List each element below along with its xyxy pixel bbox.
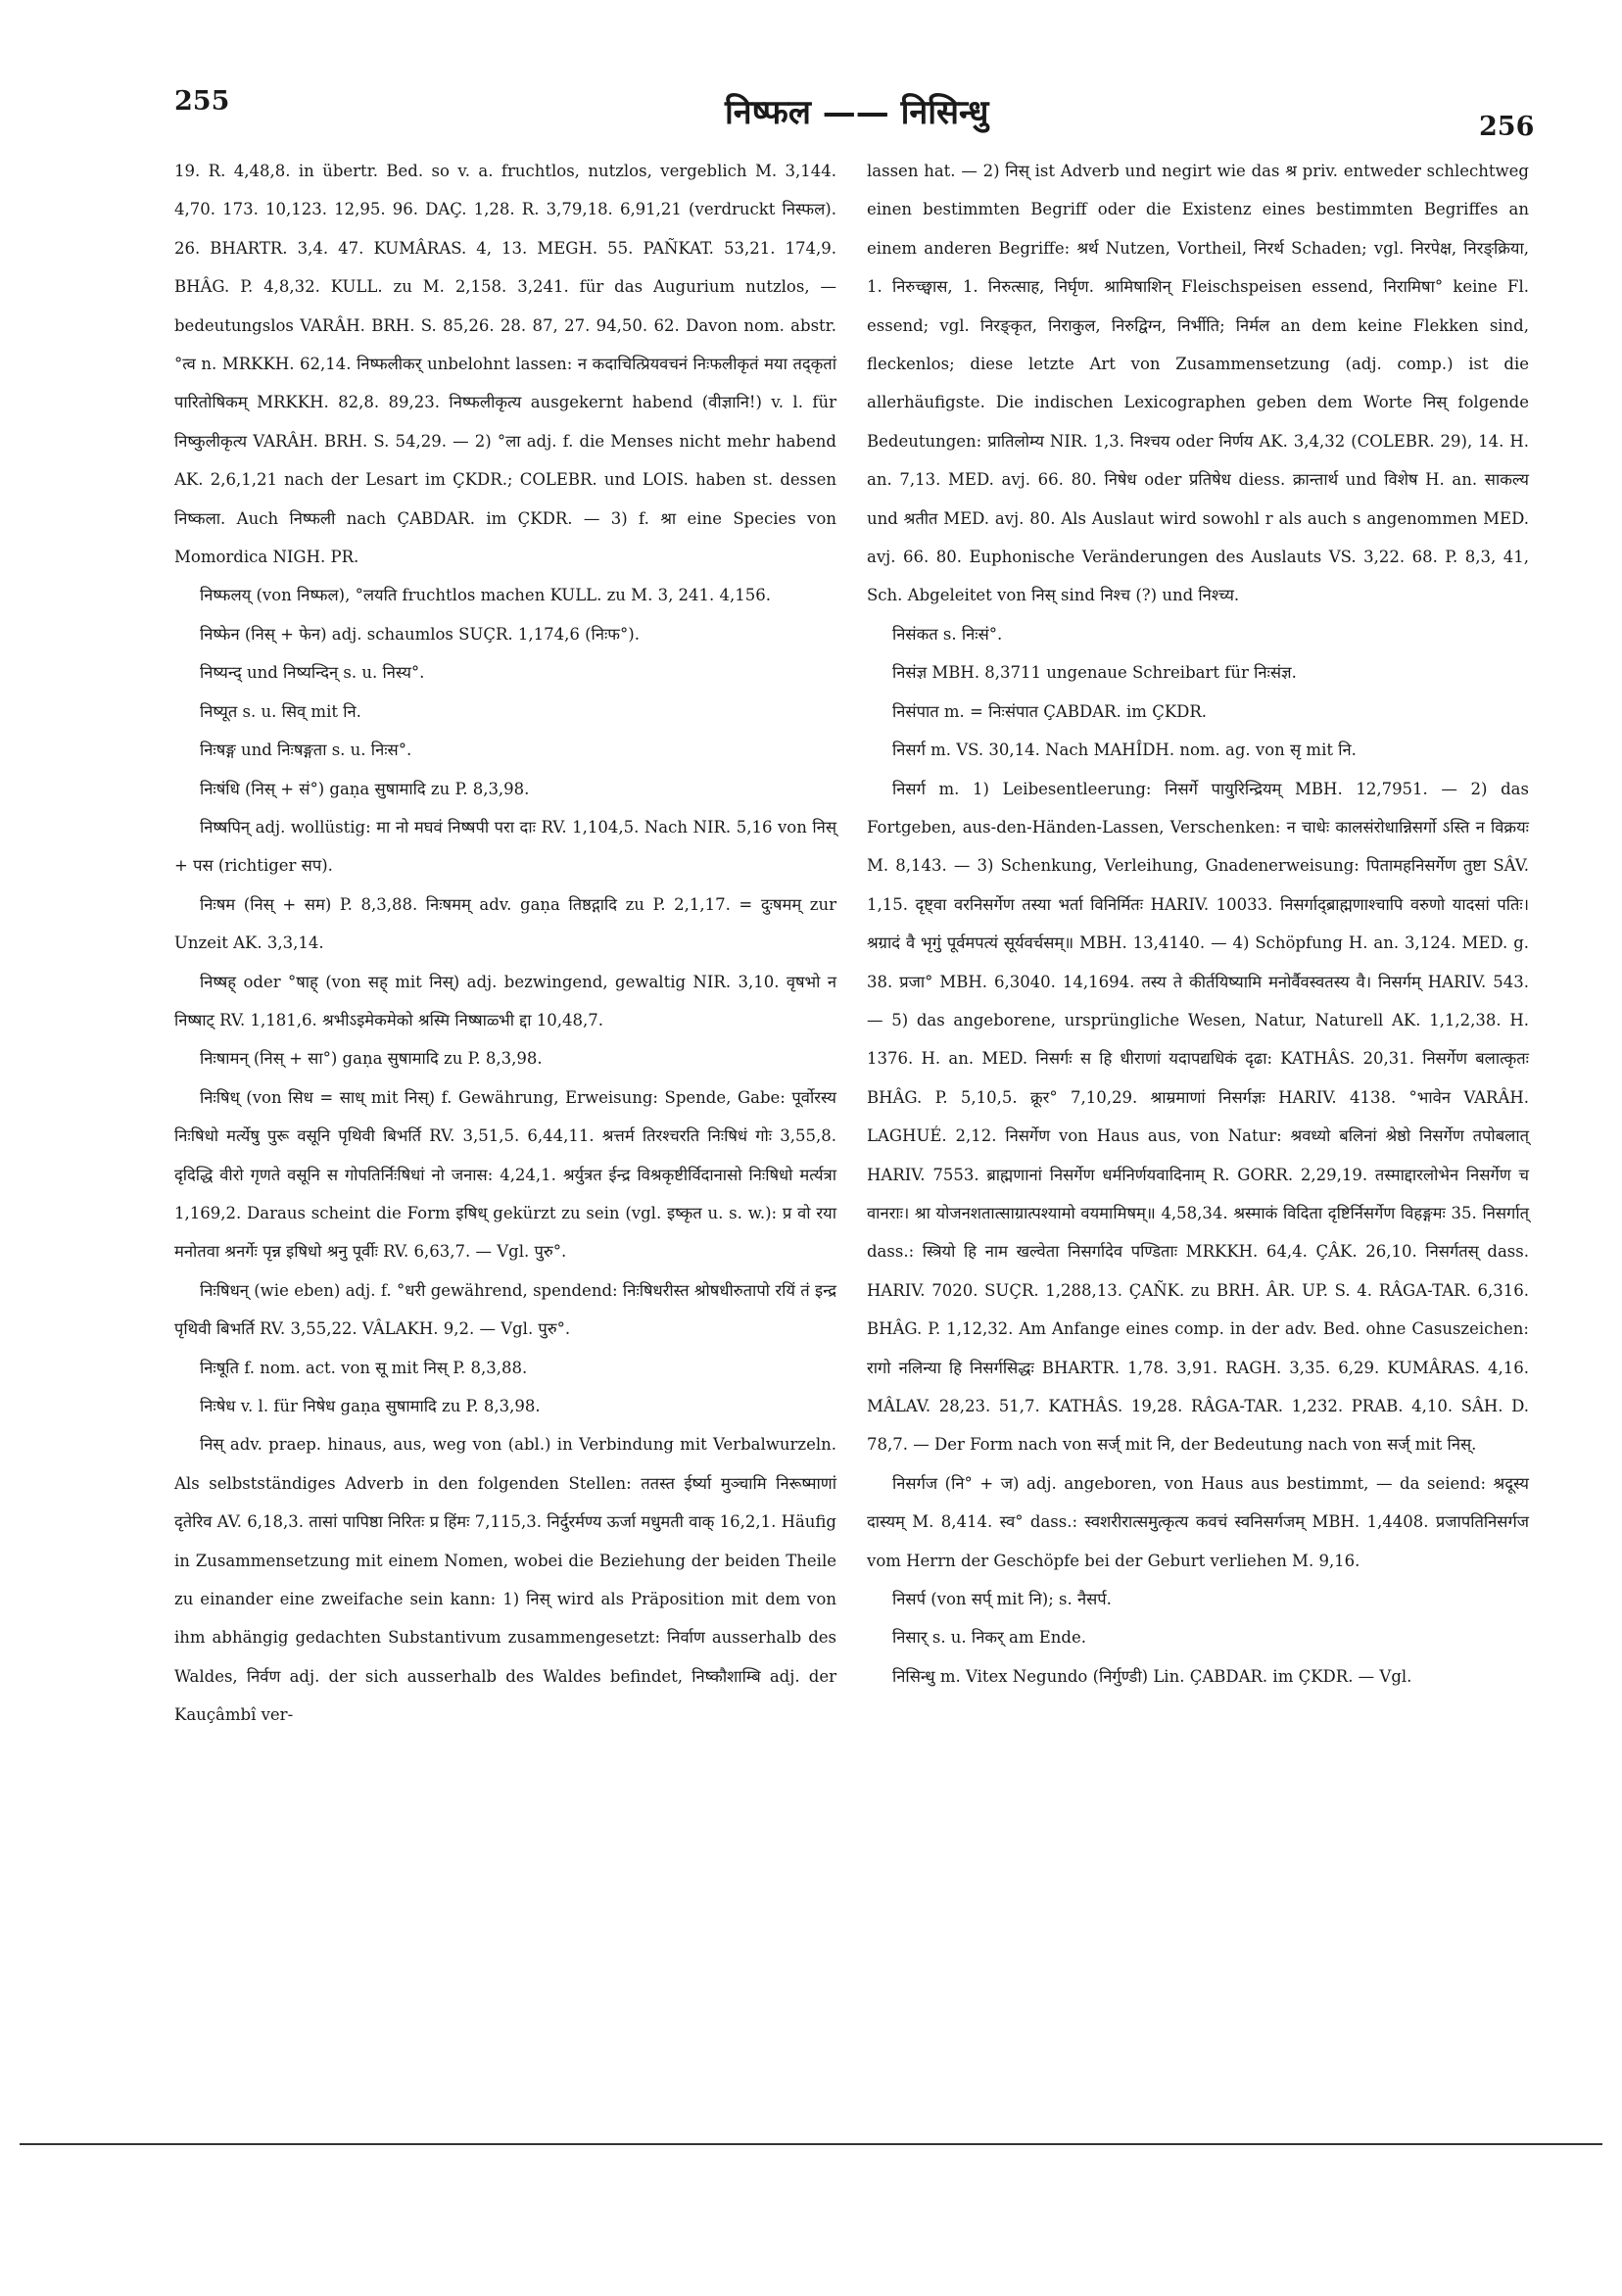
running-head: निष्फल —— निसिन्धु bbox=[725, 93, 989, 132]
entry: निःषिध् (von सिध = साध् mit निस्) f. Gewährung, Erweisung: Spende, Gabe: पूर्वोरस्य निःषिधो मर्त्येषु पुरू वसूनि पृथिवी बिभर्ति RV. 3,51,5. 6,44,11. श्रत्तर्म तिरश्चरति निःषिधं गोः 3,55,8. दृदिद्धि वीरो गृणते वसूनि स गोपतिर्निःषिधां नो जनास: 4,24,1. श्रर्युत्रत ईन्द्र विश्रकृष्टीर्विदानासो निःषिधो मर्त्यत्रा 1,169,2. Daraus scheint die Form इषिध् gekürzt zu sein (vgl. इष्कृत u. s. w.): प्र वो रया मनोतवा श्रनर्गेः पृन्न इषिधो श्रनु पूर्वीः RV. 6,63,7. — Vgl. पुरु°. bbox=[174, 1087, 836, 1262]
entry: निष्फलय् (von निष्फल), °लयति fruchtlos machen KULL. zu M. 3, 241. 4,156. bbox=[200, 586, 772, 605]
left-column bbox=[174, 152, 836, 1735]
page-number-left: 255 bbox=[174, 86, 230, 117]
entry: निसंज्ञ MBH. 8,3711 ungenaue Schreibart für निःसंज्ञ. bbox=[892, 663, 1297, 683]
entry: निष्षपिन् adj. wollüstig: मा नो मघवं निष्षपी परा दाः RV. 1,104,5. Nach NIR. 5,16 von निस् + पस (richtiger सप). bbox=[174, 817, 836, 876]
entry: निसंकत s. निःसं°. bbox=[892, 624, 1003, 644]
entry: निःषिधन् (wie eben) adj. f. °धरी gewährend, spendend: निःषिधरीस्त श्रोषधीरुतापो रयिं तं इन्द्र पृथिवी बिभर्ति RV. 3,55,22. VÂLAKH. 9,2. — Vgl. पुरु°. bbox=[174, 1280, 836, 1339]
entry: निःषेध v. l. für निषेध gaṇa सुषामादि zu P. 8,3,98. bbox=[200, 1397, 541, 1415]
entry: निष्फेन (निस् + फेन) adj. schaumlos SUÇR. 1,174,6 (निःफ°). bbox=[200, 624, 640, 644]
entry: निसार् s. u. निकर् am Ende. bbox=[892, 1628, 1086, 1648]
entry: निष्षह् oder °षाह् (von सह् mit निस्) adj. bezwingend, gewaltig NIR. 3,10. वृषभो न निष्षाट् RV. 1,181,6. श्रभीऽइमेकमेको श्रस्मि निष्षाळ्भी द्दा 10,48,7. bbox=[174, 972, 836, 1029]
entry: निसर्गज (नि° + ज) adj. angeboren, von Haus aus bestimmt, — da seiend: श्रदूस्य दास्यम् M. 8,414. स्व° dass.: स्वशरीरात्समुत्कृत्य कवचं स्वनिसर्गजम् MBH. 1,4408. प्रजापतिनिसर्गज vom Herrn der Geschöpfe bei der Geburt verliehen M. 9,16. bbox=[867, 1473, 1529, 1570]
entry: निष्यन्द् und निष्यन्दिन् s. u. निस्य°. bbox=[200, 663, 425, 683]
entry: निःषामन् (निस् + सा°) gaṇa सुषामादि zu P. 8,3,98. bbox=[200, 1049, 543, 1069]
entry: निःषंधि (निस् + सं°) gaṇa सुषामादि zu P. 8,3,98. bbox=[200, 779, 530, 798]
entry: निसिन्धु m. Vitex Negundo (निर्गुण्डी) Lin. ÇABDAR. im ÇKDR. — Vgl. bbox=[892, 1666, 1412, 1686]
entry: निसंपात m. = निःसंपात ÇABDAR. im ÇKDR. bbox=[892, 701, 1208, 721]
entry: निसर्प (von सर्प् mit नि); s. नैसर्प. bbox=[892, 1590, 1112, 1609]
footer-rule bbox=[20, 2143, 1602, 2145]
entry-continuation: 19. R. 4,48,8. in übertr. Bed. so v. a. fruchtlos, nutzlos, vergeblich M. 3,144. 4,70. 173. 10,123. 12,95. 96. DAÇ. 1,28. R. 3,79,18. 6,91,21 (verdruckt निस्फल). 26. BHARTR. 3,4. 47. KUMÂRAS. 4, 13. MEGH. 55. PAÑKAT. 53,21. 174,9. BHÂG. P. 4,8,32. KULL. zu M. 2,158. 3,241. für das Augurium nutzlos, — bedeutungslos VARÂH. BRH. S. 85,26. 28. 87, 27. 94,50. 62. Davon nom. abstr. °त्व n. MRKKH. 62,14. निष्फलीकर् unbelohnt lassen: न कदाचित्प्रियवचनं निःफलीकृतं मया तद्कृतां पारितोषिकम् MRKKH. 82,8. 89,23. निष्फलीकृत्य ausgekernt habend (वीज्ञानि!) v. l. für निष्कुलीकृत्य VARÂH. BRH. S. 54,29. — 2) °ला adj. f. die Menses nicht mehr habend AK. 2,6,1,21 nach der Lesart im ÇKDR.; COLEBR. und LOIS. haben st. dessen निष्कला. Auch निष्फली nach ÇABDAR. im ÇKDR. — 3) f. श्रा eine Species von Momordica NIGH. PR. bbox=[174, 162, 836, 567]
entry-nis: निस् adv. praep. hinaus, aus, weg von (abl.) in Verbindung mit Verbalwurzeln. Als selbstständiges Adverb in den folgenden Stellen: ततस्त ईर्ष्या मुञ्चामि निरूष्माणां दृतेरिव AV. 6,18,3. तासां पापिष्ठा निरितः प्र हिंमः 7,115,3. निर्दुरर्मण्य ऊर्जा मधुमती वाक् 16,2,1. Häufig in Zusammensetzung mit einem Nomen, wobei die Beziehung der beiden Theile zu einander eine zweifache sein kann: 1) निस् wird als Präposition mit dem von ihm abhängig gedachten Substantivum zusammengesetzt: निर्वाण ausserhalb des Waldes, निर्वण adj. der sich ausserhalb des Waldes befindet, निष्कौशाम्बि adj. der Kauçâmbî ver- bbox=[174, 1435, 836, 1725]
page-number-right: 256 bbox=[1479, 112, 1535, 142]
entry: निःषूति f. nom. act. von सू mit निस् P. 8,3,88. bbox=[200, 1358, 528, 1377]
entry-nisarga: निसर्ग m. 1) Leibesentleerung: निसर्गे पायुरिन्द्रियम् MBH. 12,7951. — 2) das Fortgeben, aus-den-Händen-Lassen, Verschenken: न चाधेः कालसंरोधान्निसर्गो ऽस्ति न विक्रयः M. 8,143. — 3) Schenkung, Verleihung, Gnadenerweisung: पितामहनिसर्गेण तुष्टा SÂV. 1,15. दृष्ट्वा वरनिसर्गेण तस्या भर्ता विनिर्मितः HARIV. 10033. निसर्गाद्ब्राह्मणाश्चापि वरुणो यादसां पतिः। श्रग्रादं वै भृगुं पूर्वमपत्यं सूर्यवर्चसम्॥ MBH. 13,4140. — 4) Schöpfung H. an. 3,124. MED. g. 38. प्रजा° MBH. 6,3040. 14,1694. तस्य ते कीर्तयिष्यामि मनोर्वैवस्वतस्य वै। निसर्गम् HARIV. 543. — 5) das angeborene, ursprüngliche Wesen, Natur, Naturell AK. 1,1,2,38. H. 1376. H. an. MED. निसर्गः स हि धीराणां यदापद्यधिकं दृढा: KATHÂS. 20,31. निसर्गेण बलात्कृतः BHÂG. P. 5,10,5. क्रूर° 7,10,29. श्राम्रमाणां निसर्गज्ञः HARIV. 4138. °भावेन VARÂH. LAGHUÉ. 2,12. निसर्गेण von Haus aus, von Natur: श्रवध्यो बलिनां श्रेष्ठो निसर्गेण तपोबलात् HARIV. 7553. ब्राह्मणानां निसर्गेण धर्मनिर्णयवादिनाम् R. GORR. 2,29,19. तस्माद्दारलोभेन निसर्गेण च वानराः। श्रा योजनशतात्साग्रात्पश्यामो वयमामिषम्॥ 4,58,34. श्रस्माकं विदिता दृष्टिर्निसर्गेण विहङ्गमः 35. निसर्गात् dass.: स्त्रियो हि नाम खल्वेता निसर्गादेव पण्डिताः MRKKH. 64,4. ÇÂK. 26,10. निसर्गतस् dass. HARIV. 7020. SUÇR. 1,288,13. ÇAÑK. zu BRH. ÂR. UP. S. 4. RÂGA-TAR. 6,316. BHÂG. P. 1,12,32. Am Anfange eines comp. in der adv. Bed. ohne Casuszeichen: रागो नलिन्या हि निसर्गसिद्धः BHARTR. 1,78. 3,91. RAGH. 3,35. 6,29. KUMÂRAS. 4,16. MÂLAV. 28,23. 51,7. KATHÂS. 19,28. RÂGA-TAR. 1,232. PRAB. 4,10. SÂH. D. 78,7. — Der Form nach von सर्ज् mit नि, der Bedeutung nach von सर्ज् mit निस्. bbox=[867, 779, 1530, 1455]
entry-continuation: lassen hat. — 2) निस् ist Adverb und negirt wie das श्र priv. entweder schlechtweg einen bestimmten Begriff oder die Existenz eines bestimmten Begriffes an einem anderen Begriffe: श्रर्थ Nutzen, Vortheil, निरर्थ Schaden; vgl. निरपेक्ष, निरङ्क्रिया, 1. निरुच्छ्वास, 1. निरुत्साह, निर्घृण. श्रामिषाशिन् Fleischspeisen essend, निरामिषा° keine Fl. essend; vgl. निरङ्कृत, निराकुल, निरुद्विग्न, निर्भीति; निर्मल an dem keine Flekken sind, fleckenlos; diese letzte Art von Zusammensetzung (adj. comp.) ist die allerhäufigste. Die indischen Lexicographen geben dem Worte निस् folgende Bedeutungen: प्रातिलोम्य NIR. 1,3. निश्चय oder निर्णय AK. 3,4,32 (COLEBR. 29), 14. H. an. 7,13. MED. avj. 66. 80. निषेध oder प्रतिषेध diess. क्रान्तार्थ und विशेष H. an. साकल्य und श्रतीत MED. avj. 80. Als Auslaut wird sowohl r als auch s angenommen MED. avj. 66. 80. Euphonische Veränderungen des Auslauts VS. 3,22. 68. P. 8,3, 41, Sch. Abgeleitet von निस् sind निश्च (?) und निश्च्य. bbox=[867, 162, 1529, 605]
entry: निःषङ्ग und निःषङ्गता s. u. निःस°. bbox=[200, 741, 412, 760]
entry: निःषम (निस् + सम) P. 8,3,88. निःषमम् adv. gaṇa तिष्ठद्गादि zu P. 2,1,17. = दुःषमम् zur Unzeit AK. 3,3,14. bbox=[174, 894, 836, 953]
entry: निष्यूत s. u. सिव् mit नि. bbox=[200, 701, 361, 721]
entry: निसर्ग m. VS. 30,14. Nach MAHÎDH. nom. ag. von सृ mit नि. bbox=[892, 741, 1357, 760]
right-column bbox=[867, 152, 1529, 1696]
